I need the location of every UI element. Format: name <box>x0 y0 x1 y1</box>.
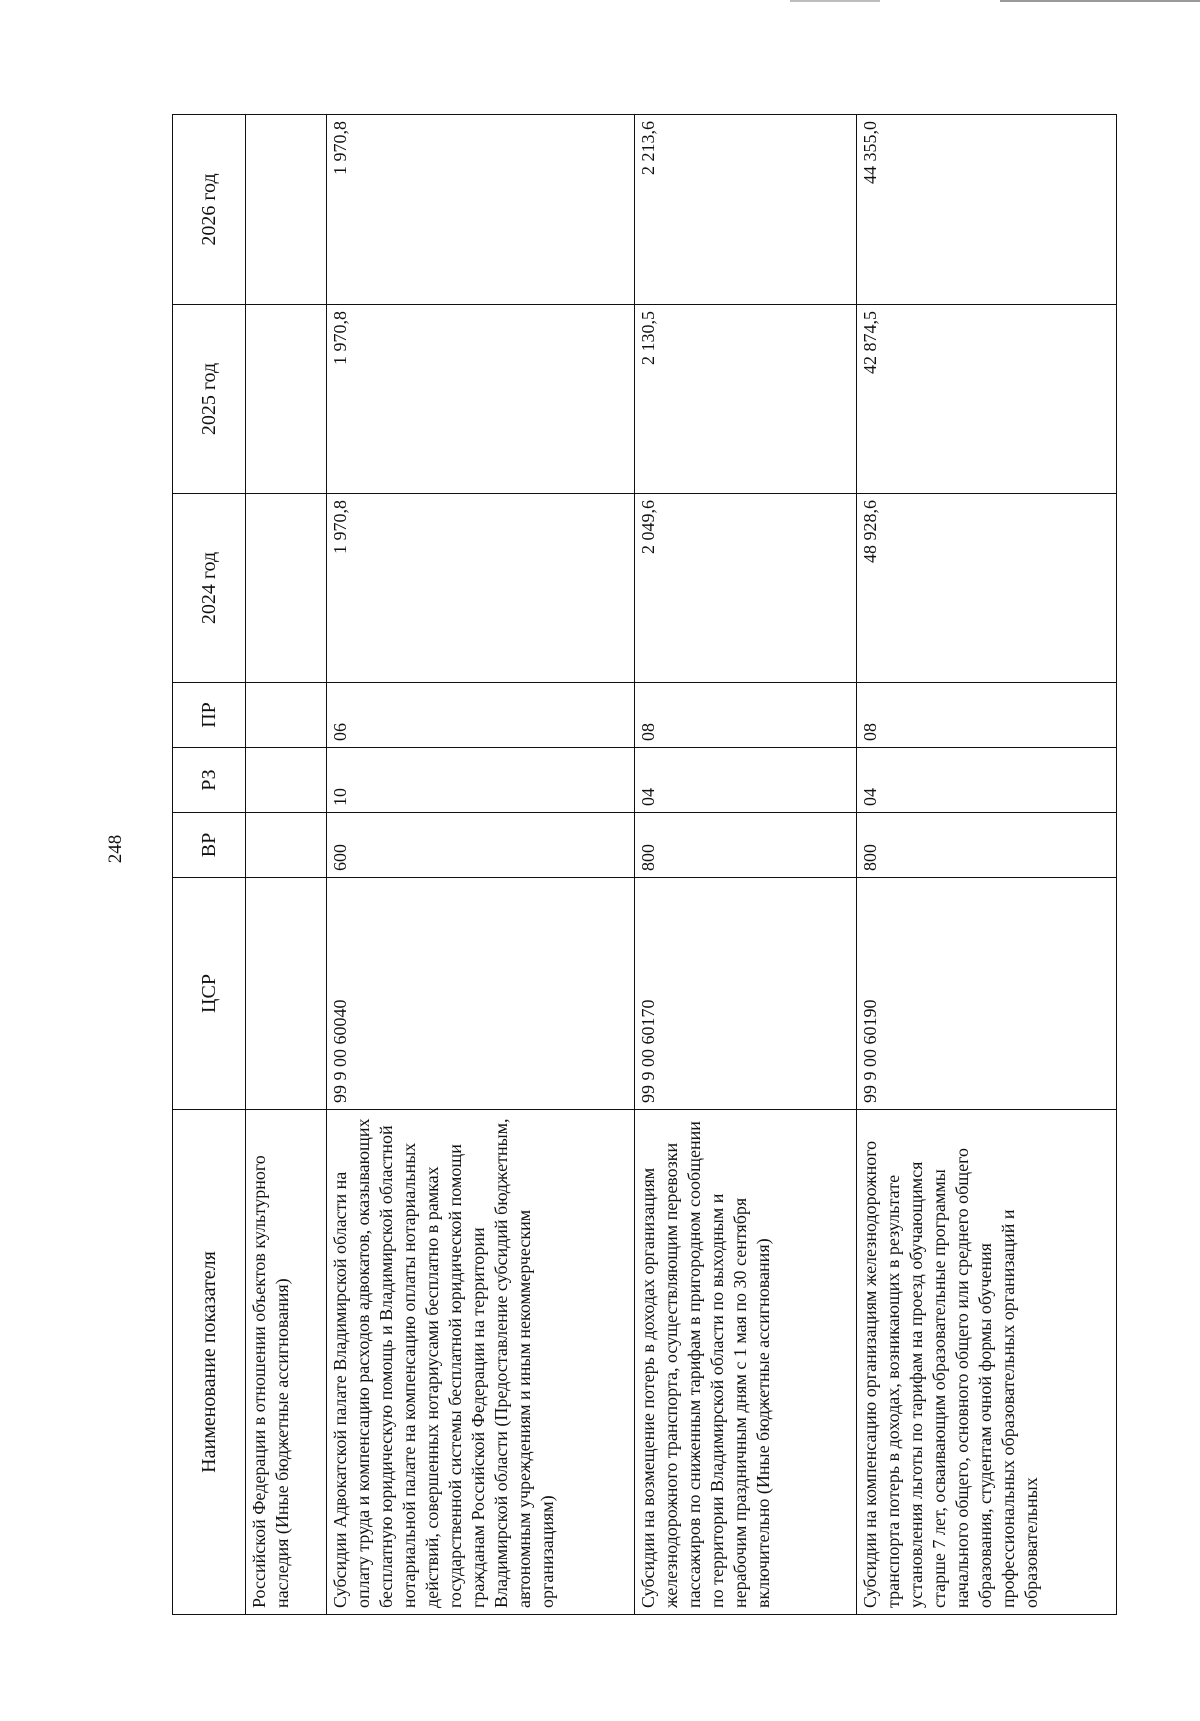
row-2026: 44 355,0 <box>857 115 1117 305</box>
header-2026: 2026 год <box>173 115 246 305</box>
header-vr: ВР <box>173 813 246 878</box>
row-2025: 1 970,8 <box>327 305 635 494</box>
row-2024: 1 970,8 <box>327 494 635 683</box>
row-pr: 06 <box>327 683 635 748</box>
row-2026: 2 213,6 <box>635 115 857 305</box>
row-2025: 2 130,5 <box>635 305 857 494</box>
row-2025 <box>246 305 327 494</box>
row-2024: 48 928,6 <box>857 494 1117 683</box>
header-name: Наименование показателя <box>173 1110 246 1615</box>
row-csr: 99 9 00 60040 <box>327 878 635 1110</box>
row-pr: 08 <box>635 683 857 748</box>
scan-edge-line <box>1000 0 1200 2</box>
header-2025: 2025 год <box>173 305 246 494</box>
row-rz: 10 <box>327 748 635 813</box>
table-row <box>635 115 857 1615</box>
header-rz: РЗ <box>173 748 246 813</box>
row-2026 <box>246 115 327 305</box>
row-2024: 2 049,6 <box>635 494 857 683</box>
row-name: Субсидии Адвокатской палате Владимирской области на оплату труда и компенсацию расходов адвокатов, оказывающих бесплатную юридическую помощь и Владимирской областной нотариальной палате на компенсацию оплаты нотариальных действий, совершенных нотариусами бесплатно в рамках государственной системы бесплатной юридической помощи гражданам Российской Федерации на территории Владимирской области (Предоставление субсидий бюджетным, автономным учреждениям и иным некоммерческим организациям) <box>327 1110 635 1615</box>
row-rz: 04 <box>635 748 857 813</box>
row-rz <box>246 748 327 813</box>
row-vr <box>246 813 327 878</box>
row-rz: 04 <box>857 748 1117 813</box>
header-csr: ЦСР <box>173 878 246 1110</box>
table-row <box>327 115 635 1615</box>
row-2026: 1 970,8 <box>327 115 635 305</box>
header-pr: ПР <box>173 683 246 748</box>
row-vr: 600 <box>327 813 635 878</box>
row-csr <box>246 878 327 1110</box>
budget-table <box>172 114 1117 1615</box>
row-csr: 99 9 00 60170 <box>635 878 857 1110</box>
table-header-row <box>173 115 246 1615</box>
row-vr: 800 <box>857 813 1117 878</box>
row-name: Субсидии на компенсацию организациям железнодорожного транспорта потерь в доходах, возникающих в результате установления льготы по тарифам на проезд обучающимся старше 7 лет, осваивающим образовательные программы начального общего, основного общего или среднего общего образования, студентам очной формы обучения профессиональных образовательных организаций и образовательных <box>857 1110 1117 1615</box>
table-row <box>246 115 327 1615</box>
table-row <box>857 115 1117 1615</box>
row-2025: 42 874,5 <box>857 305 1117 494</box>
scan-edge-line <box>790 0 880 2</box>
row-name: Российской Федерации в отношении объектов культурного наследия (Иные бюджетные ассигнования) <box>246 1110 327 1615</box>
page-number: 248 <box>105 834 126 864</box>
row-vr: 800 <box>635 813 857 878</box>
row-pr <box>246 683 327 748</box>
row-2024 <box>246 494 327 683</box>
header-2024: 2024 год <box>173 494 246 683</box>
rotated-table-container <box>172 115 1172 1615</box>
row-csr: 99 9 00 60190 <box>857 878 1117 1110</box>
row-name: Субсидии на возмещение потерь в доходах организациям железнодорожного транспорта, осуществляющим перевозки пассажиров по сниженным тарифам в пригородном сообщении по территории Владимирской области по выходным и нерабочим праздничным дням с 1 мая по 30 сентября включительно (Иные бюджетные ассигнования) <box>635 1110 857 1615</box>
row-pr: 08 <box>857 683 1117 748</box>
